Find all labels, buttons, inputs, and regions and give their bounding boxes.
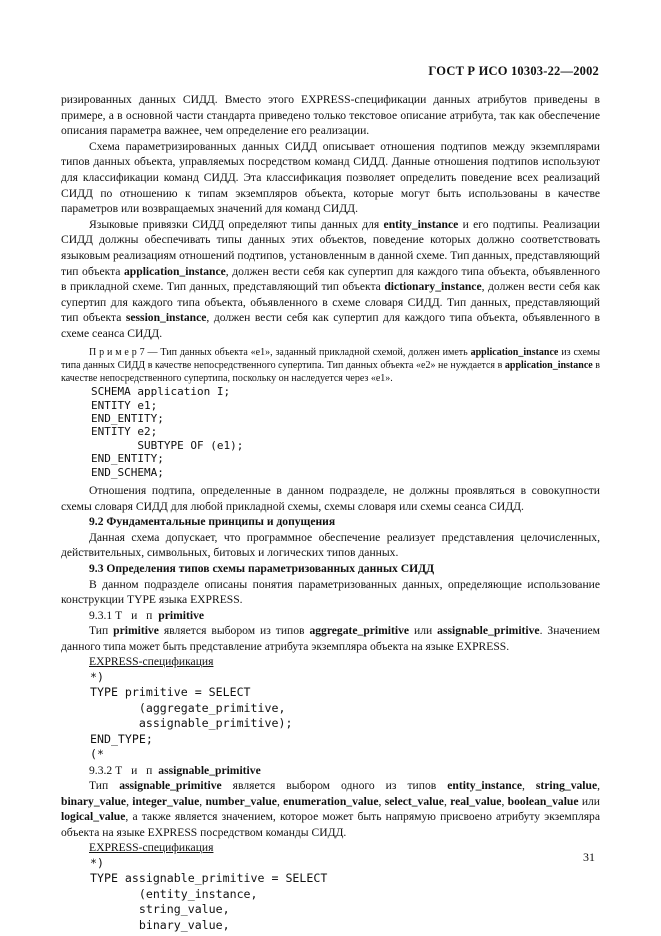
paragraph-subtype-relations: Отношения подтипа, определенные в данном подразделе, не должны проявляться в совокупности схемы словаря СИДД для любой прикладной схемы, схемы словаря или схемы сеанса СИДД. <box>61 483 600 513</box>
page-number: 31 <box>583 850 595 864</box>
paragraph-continuation: ризированных данных СИДД. Вместо этого EXPRESS-спецификации данных атрибутов приведены в примере, а в основной части стандарта приведено только текстовое описание атрибута, так как обеспечение описания параметра важнее, чем определение его реализации. <box>61 93 600 138</box>
example-7: П р и м е р 7 — Тип данных объекта «e1», заданный прикладной схемой, должен иметь application_instance из схемы типа данных СИДД в качестве непосредственного супертипа. Тип данных объекта «e2» не нуждается в application_instance в качестве непосредственного супертипа, поскольку он наследуется через «e1». <box>61 346 600 384</box>
paragraph-primitive: Тип primitive является выбором из типов aggregate_primitive или assignable_primitive. Значением данного типа может быть представление атрибута экземпляра объекта на языке EXPRESS. <box>61 624 600 653</box>
subsection-heading-9-3-2: 9.3.2 Т и п assignable_primitive <box>89 763 261 777</box>
section-heading-9-2: 9.2 Фундаментальные принципы и допущения <box>89 515 336 529</box>
page-content <box>61 92 600 933</box>
express-spec-label: EXPRESS-спецификация <box>89 655 214 669</box>
code-example-schema: SCHEMA application I; ENTITY e1; END_ENTITY; ENTITY e2; SUBTYPE OF (e1); END_ENTITY; END_SCHEMA; <box>91 385 244 479</box>
code-primitive-type: *) TYPE primitive = SELECT (aggregate_primitive, assignable_primitive); END_TYPE; (* <box>90 670 293 762</box>
code-assignable-primitive-type: *) TYPE assignable_primitive = SELECT (entity_instance, string_value, binary_value, <box>90 856 328 932</box>
page-header: ГОСТ Р ИСО 10303-22—2002 <box>428 64 599 78</box>
paragraph-assignable-primitive: Тип assignable_primitive является выбором одного из типов entity_instance, string_value, binary_value, integer_value, number_value, enumeration_value, select_value, real_value, boolean_value или logical_value, а также является значением, которое может быть напрямую присвоено атрибуту экземпляра объекта на языке EXPRESS посредством команды СИДД. <box>61 779 601 839</box>
express-spec-label-2: EXPRESS-спецификация <box>89 841 214 855</box>
paragraph-assumptions: Данная схема допускает, что программное обеспечение реализует представления целочисленных, действительных, символьных, битовых и логических типов данных. <box>61 530 600 560</box>
paragraph-language-bindings: Языковые привязки СИДД определяют типы данных для entity_instance и его подтипы. Реализации СИДД должны обеспечивать типы данных этих объектов, поведение которых должно соответствовать языковым реализациям отношений подтипов, установленным в данной схеме. Тип данных, представляющий тип объекта application_instance, должен вести себя как супертип для каждого типа объекта, объявленного в прикладной схеме. Тип данных, представляющий тип объекта dictionary_instance, должен вести себя как супертип для каждого типа объекта, объявленного в схеме словаря СИДД. Тип данных, представляющий тип объекта session_instance, должен вести себя как супертип для каждого типа объекта, объявленного в схеме сеанса СИДД. <box>61 217 601 340</box>
section-heading-9-3: 9.3 Определения типов схемы параметризованных данных СИДД <box>89 561 435 575</box>
subsection-heading-9-3-1: 9.3.1 Т и п primitive <box>89 608 205 622</box>
paragraph-schema-description: Схема параметризированных данных СИДД описывает отношения подтипов между экземплярами типов данных объекта, управляемых посредством команд СИДД. Данные отношения подтипов используют для классификации команд СИДД. Эта классификация позволяет определить поведение всех реализаций СИДД по отношению к типам экземпляров объекта, которые могут быть использованы в качестве параметров или возвращаемых значений для команд СИДД. <box>61 139 600 216</box>
paragraph-type-definitions: В данном подразделе описаны понятия параметризованных данных, определяющие использование конструкции TYPE языка EXPRESS. <box>61 577 600 607</box>
